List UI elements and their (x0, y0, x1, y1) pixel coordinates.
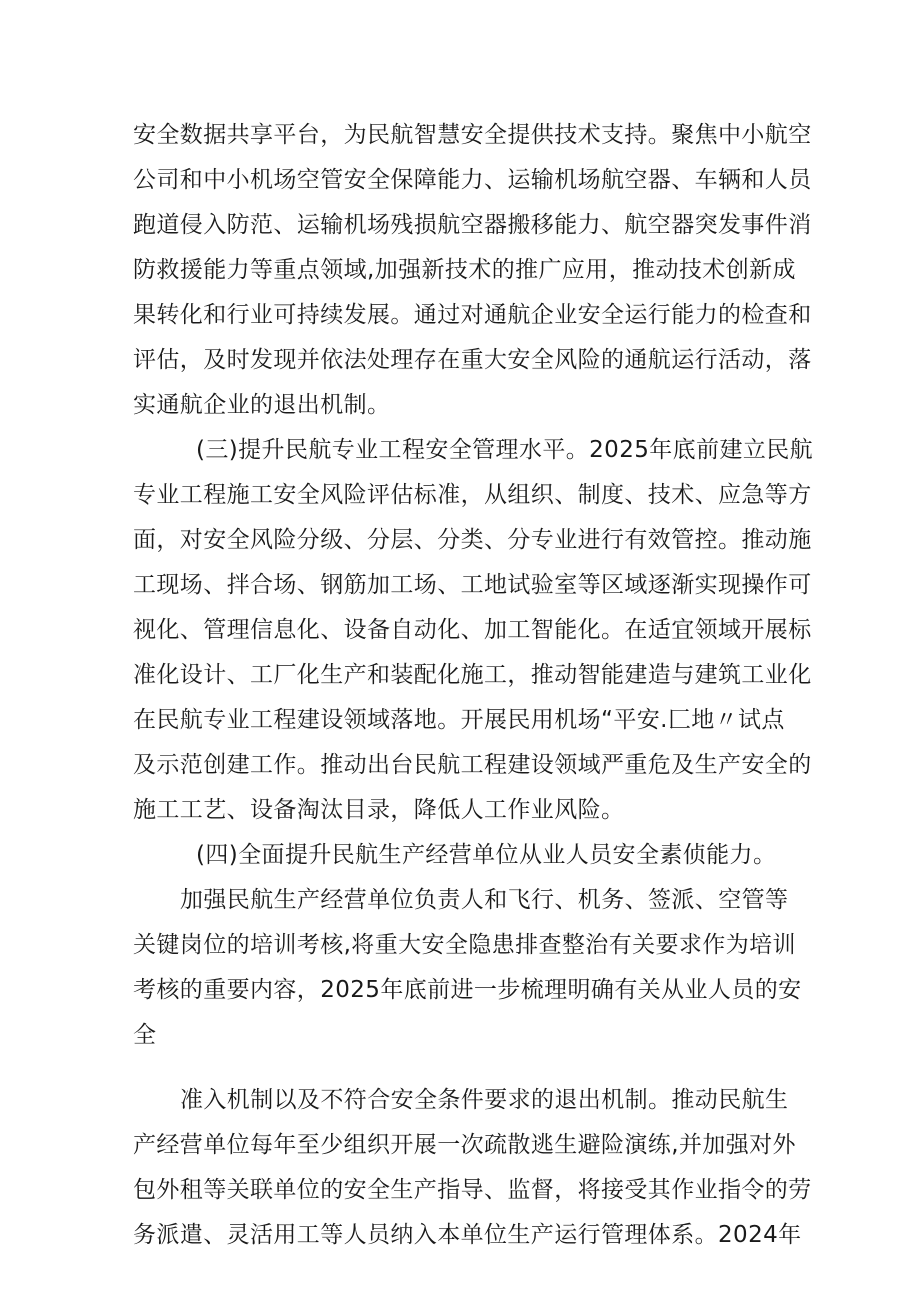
text-line: 评估，及时发现并依法处理存在重大安全风险的通航运行活动，落 (133, 347, 812, 373)
text-line: 专业工程施工安全风险评估标准，从组织、制度、技术、应急等方 (133, 482, 812, 508)
section-heading-line: (四)全面提升民航生产经营单位从业人员安全素侦能力。 (196, 842, 777, 868)
text-line: 果转化和行业可持续发展。通过对通航企业安全运行能力的检查和 (133, 302, 812, 328)
text-line: 视化、管理信息化、设备自动化、加工智能化。在适宜领域开展标 (133, 617, 812, 643)
text-line: 关键岗位的培训考核,将重大安全隐患排查整治有关要求作为培训 (133, 932, 796, 958)
text-line: 产经营单位每年至少组织开展一次疏散逃生避险演练,并加强对外 (133, 1132, 796, 1158)
text-line: 在民航专业工程建设领域落地。开展民用机场“平安.匚地〃试点 (133, 707, 785, 733)
text-line: 公司和中小机场空管安全保障能力、运输机场航空器、车辆和人员 (133, 167, 812, 193)
text-line: 加强民航生产经营单位负责人和飞行、机务、签派、空管等 (180, 887, 789, 913)
text-line: 工现场、拌合场、钢筋加工场、工地试验室等区域逐渐实现操作可 (133, 572, 812, 598)
text-line: 全 (133, 1022, 157, 1048)
text-line: 准化设计、工厂化生产和装配化施工，推动智能建造与建筑工业化 (133, 662, 812, 688)
text-line: 安全数据共享平台，为民航智慧安全提供技术支持。聚焦中小航空 (133, 122, 812, 148)
text-line: 防救援能力等重点领域,加强新技术的推广应用，推动技术创新成 (133, 257, 796, 283)
text-line: 及示范创建工作。推动出台民航工程建设领域严重危及生产安全的 (133, 752, 812, 778)
text-line: 准入机制以及不符合安全条件要求的退出机制。推动民航生 (180, 1087, 789, 1113)
text-line: 包外租等关联单位的安全生产指导、监督，将接受其作业指令的劳 (133, 1177, 812, 1203)
text-line: 面，对安全风险分级、分层、分类、分专业进行有效管控。推动施 (133, 527, 812, 553)
text-line: 跑道侵入防范、运输机场残损航空器搬移能力、航空器突发事件消 (133, 212, 812, 238)
section-heading-line: (三)提升民航专业工程安全管理水平。2025年底前建立民航 (196, 437, 814, 463)
text-line: 施工工艺、设备淘汰目录，降低人工作业风险。 (133, 797, 625, 823)
text-line: 考核的重要内容，2025年底前进一步梳理明确有关从业人员的安 (133, 977, 802, 1003)
text-line: 实通航企业的退出机制。 (133, 392, 391, 418)
text-line: 务派遣、灵活用工等人员纳入本单位生产运行管理体系。2024年 (133, 1222, 802, 1248)
